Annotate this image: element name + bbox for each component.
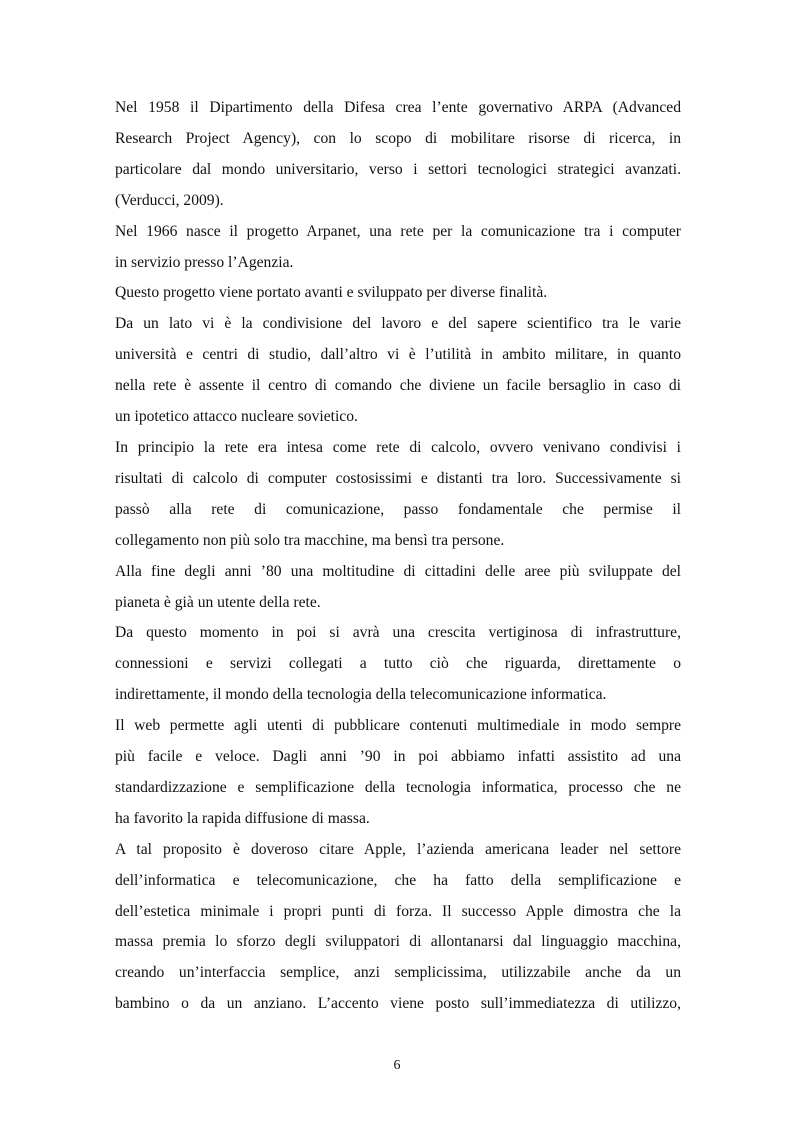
text-line: nella rete è assente il centro di comando che diviene un facile bersaglio in caso di <box>115 377 681 395</box>
text-line: risultati di calcolo di computer costosissimi e distanti tra loro. Successivamente si <box>115 469 681 487</box>
text-line: massa premia lo sforzo degli sviluppatori di allontanarsi dal linguaggio macchina, <box>115 933 681 951</box>
paragraph-rete-calcolo <box>115 433 681 557</box>
text-line: Alla fine degli anni ’80 una moltitudine di cittadini delle aree più sviluppate del <box>115 562 681 580</box>
paragraph-condivisione <box>115 309 681 433</box>
text-line: dell’informatica e telecomunicazione, che ha fatto della semplificazione e <box>115 871 681 889</box>
text-line: Da questo momento in poi si avrà una crescita vertiginosa di infrastrutture, <box>115 624 681 642</box>
text-line: Da un lato vi è la condivisione del lavoro e del sapere scientifico tra le varie <box>115 315 681 333</box>
text-line: creando un’interfaccia semplice, anzi semplicissima, utilizzabile anche da un <box>115 964 681 982</box>
text-line: ha favorito la rapida diffusione di massa. <box>115 809 370 827</box>
text-line: dell’estetica minimale i propri punti di forza. Il successo Apple dimostra che la <box>115 902 681 920</box>
text-line: Questo progetto viene portato avanti e sviluppato per diverse finalità. <box>115 284 548 302</box>
text-line: connessioni e servizi collegati a tutto ciò che riguarda, direttamente o <box>115 655 681 673</box>
text-line: in servizio presso l’Agenzia. <box>115 253 294 271</box>
text-line: bambino o da un anziano. L’accento viene posto sull’immediatezza di utilizzo, <box>115 995 681 1013</box>
page-number: 6 <box>393 1058 401 1073</box>
text-line: pianeta è già un utente della rete. <box>115 593 321 611</box>
paragraph-arpa <box>115 93 681 217</box>
text-line: (Verducci, 2009). <box>115 191 224 209</box>
text-line: Nel 1958 il Dipartimento della Difesa crea l’ente governativo ARPA (Advanced <box>115 99 681 116</box>
text-line: Research Project Agency), con lo scopo di mobilitare risorse di ricerca, in <box>115 129 681 147</box>
paragraph-apple <box>115 835 681 1020</box>
text-line: più facile e veloce. Dagli anni ’90 in poi abbiamo infatti assistito ad una <box>115 748 681 766</box>
paragraph-arpanet <box>115 217 681 279</box>
paragraph-finalita <box>115 278 681 309</box>
text-line: In principio la rete era intesa come rete di calcolo, ovvero venivano condivisi i <box>115 438 681 456</box>
text-line: università e centri di studio, dall’altro vi è l’utilità in ambito militare, in quanto <box>115 346 681 364</box>
text-line: A tal proposito è doveroso citare Apple, l’azienda americana leader nel settore <box>115 840 681 858</box>
paragraph-crescita <box>115 618 681 711</box>
text-line: indirettamente, il mondo della tecnologia della telecomunicazione informatica. <box>115 686 607 704</box>
text-line: Il web permette agli utenti di pubblicare contenuti multimediale in modo sempre <box>115 717 681 735</box>
paragraph-web <box>115 711 681 835</box>
text-line: particolare dal mondo universitario, verso i settori tecnologici strategici avanzati. <box>115 160 681 178</box>
text-line: un ipotetico attacco nucleare sovietico. <box>115 408 358 426</box>
paragraph-anni-80 <box>115 557 681 619</box>
page-body <box>115 93 681 1020</box>
text-line: Nel 1966 nasce il progetto Arpanet, una rete per la comunicazione tra i computer <box>115 222 681 240</box>
text-line: standardizzazione e semplificazione della tecnologia informatica, processo che ne <box>115 778 681 796</box>
text-line: collegamento non più solo tra macchine, ma bensì tra persone. <box>115 531 505 549</box>
text-line: passò alla rete di comunicazione, passo fondamentale che permise il <box>115 500 681 518</box>
